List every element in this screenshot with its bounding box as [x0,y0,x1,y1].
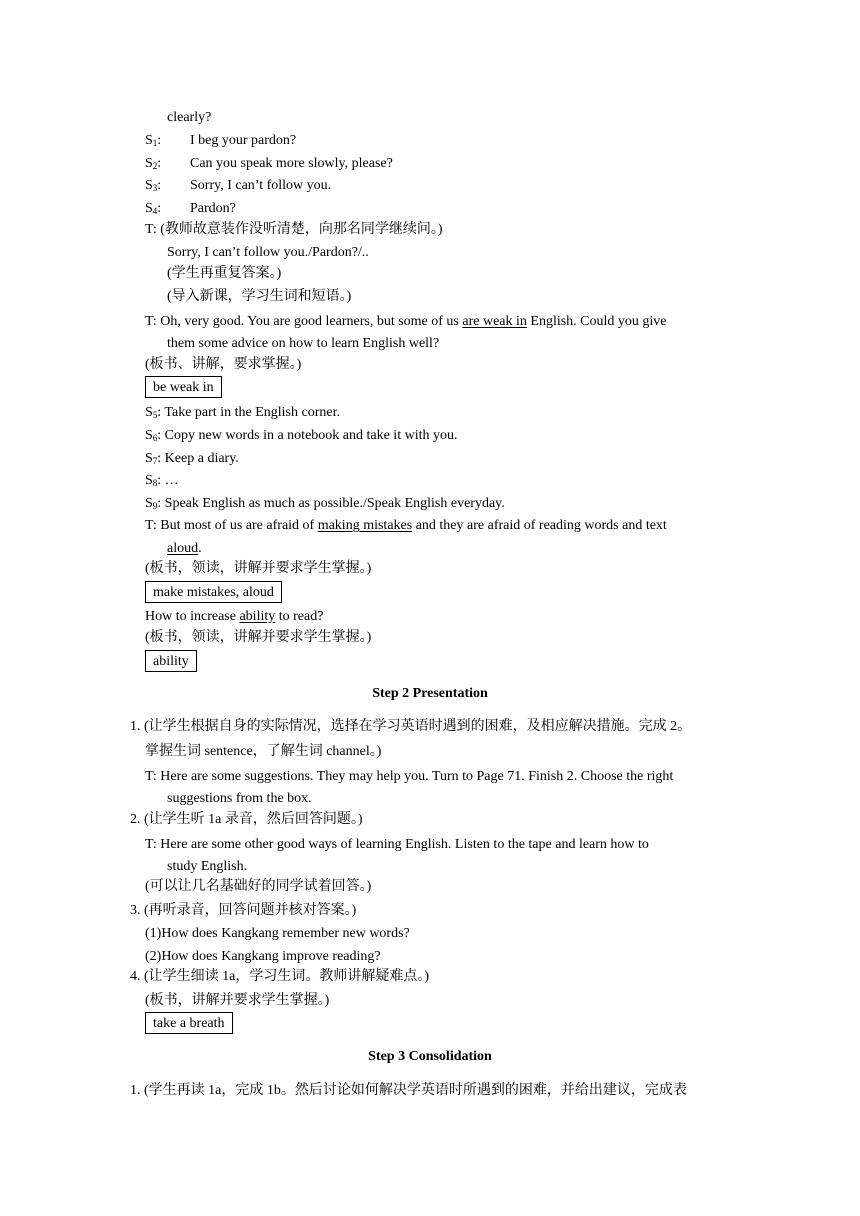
speaker-line-s9: $S_9$: Speak English as much as possible./Speak English everyday. [145,496,505,511]
underlined-phrase: aloud [167,541,199,556]
text-line: 掌握生词 sentence，了解生词 channel。) [145,744,382,759]
list-item: 3. (再听录音，回答问题并核对答案。) [130,903,357,918]
text-line: study English. [167,859,248,874]
speaker-line-s4: $S_4$: [145,201,162,216]
teacher-line: T: (教师故意装作没听清楚，向那名同学继续问。) [145,222,443,237]
subscript: 5 [152,410,158,420]
note-line: (板书，领读，讲解并要求学生掌握。) [145,561,372,576]
text-line: (学生再重复答案。) [167,266,282,281]
question-line: (1)How does Kangkang remember new words? [145,926,410,941]
teacher-line: T: Here are some suggestions. They may help you. Turn to Page 71. Finish 2. Choose the right [145,769,674,784]
speaker-line-s5: $S_5$: Take part in the English corner. [145,405,340,420]
text-line: clearly? [167,110,212,125]
teacher-line: T: Here are some other good ways of learning English. Listen to the tape and learn how to [145,837,649,852]
note-line: (可以让几名基础好的同学试着回答。) [145,879,372,894]
section-heading-step2: Step 2 Presentation [372,686,488,701]
note-line: (板书，讲解并要求学生掌握。) [145,993,330,1008]
list-item: 4. (让学生细读 1a，学习生词。教师讲解疑难点。) [130,969,430,984]
blackboard-box: ability [145,650,197,672]
question-line: (2)How does Kangkang improve reading? [145,949,381,964]
subscript: 3 [152,183,158,193]
subscript: 6 [152,433,158,443]
speaker-line-s6: $S_6$: Copy new words in a notebook and take it with you. [145,428,458,443]
text-line: (导入新课，学习生词和短语。) [167,289,352,304]
speaker-line-s1: $S_1$: [145,133,162,148]
text-line: them some advice on how to learn English well? [167,336,440,351]
teacher-line: T: Oh, very good. You are good learners, but some of us are weak in English. Could you give [145,314,667,329]
subscript: 2 [152,161,158,171]
subscript: 7 [152,456,158,466]
subscript: 8 [152,478,158,488]
underlined-phrase: ability [239,609,276,624]
speaker-line-s2: $S_2$: [145,156,162,171]
subscript: 4 [152,206,158,216]
speaker-line-s7: $S_7$: Keep a diary. [145,451,239,466]
text-line: suggestions from the box. [167,791,312,806]
underlined-phrase: are weak in [462,314,527,329]
text-line: How to increase ability to read? [145,609,324,624]
list-item: 2. (让学生听 1a 录音，然后回答问题。) [130,812,363,827]
speaker-utterance: Can you speak more slowly, please? [190,156,393,171]
blackboard-box: be weak in [145,376,222,398]
note-line: (板书，领读，讲解并要求学生掌握。) [145,630,372,645]
section-heading-step3: Step 3 Consolidation [368,1049,492,1064]
list-item: 1. (让学生根据自身的实际情况，选择在学习英语时遇到的困难，及相应解决措施。完成 2。 [130,719,692,734]
speaker-line-s8: $S_8$: … [145,473,179,488]
note-line: (板书、讲解，要求掌握。) [145,357,302,372]
speaker-utterance: Pardon? [190,201,236,216]
text-line: aloud. [167,541,202,556]
underlined-phrase: making mistakes [317,518,413,533]
speaker-utterance: I beg your pardon? [190,133,297,148]
blackboard-box: take a breath [145,1012,233,1034]
teacher-line: T: But most of us are afraid of making mistakes and they are afraid of reading words and text [145,518,667,533]
list-item: 1. (学生再读 1a，完成 1b。然后讨论如何解决学英语时所遇到的困难，并给出建议，完成表 [130,1083,687,1098]
speaker-line-s3: $S_3$: [145,178,162,193]
text-line: Sorry, I can’t follow you./Pardon?/.. [167,245,369,260]
subscript: 1 [152,138,158,148]
blackboard-box: make mistakes, aloud [145,581,282,603]
speaker-utterance: Sorry, I can’t follow you. [190,178,332,193]
subscript: 9 [152,501,158,511]
